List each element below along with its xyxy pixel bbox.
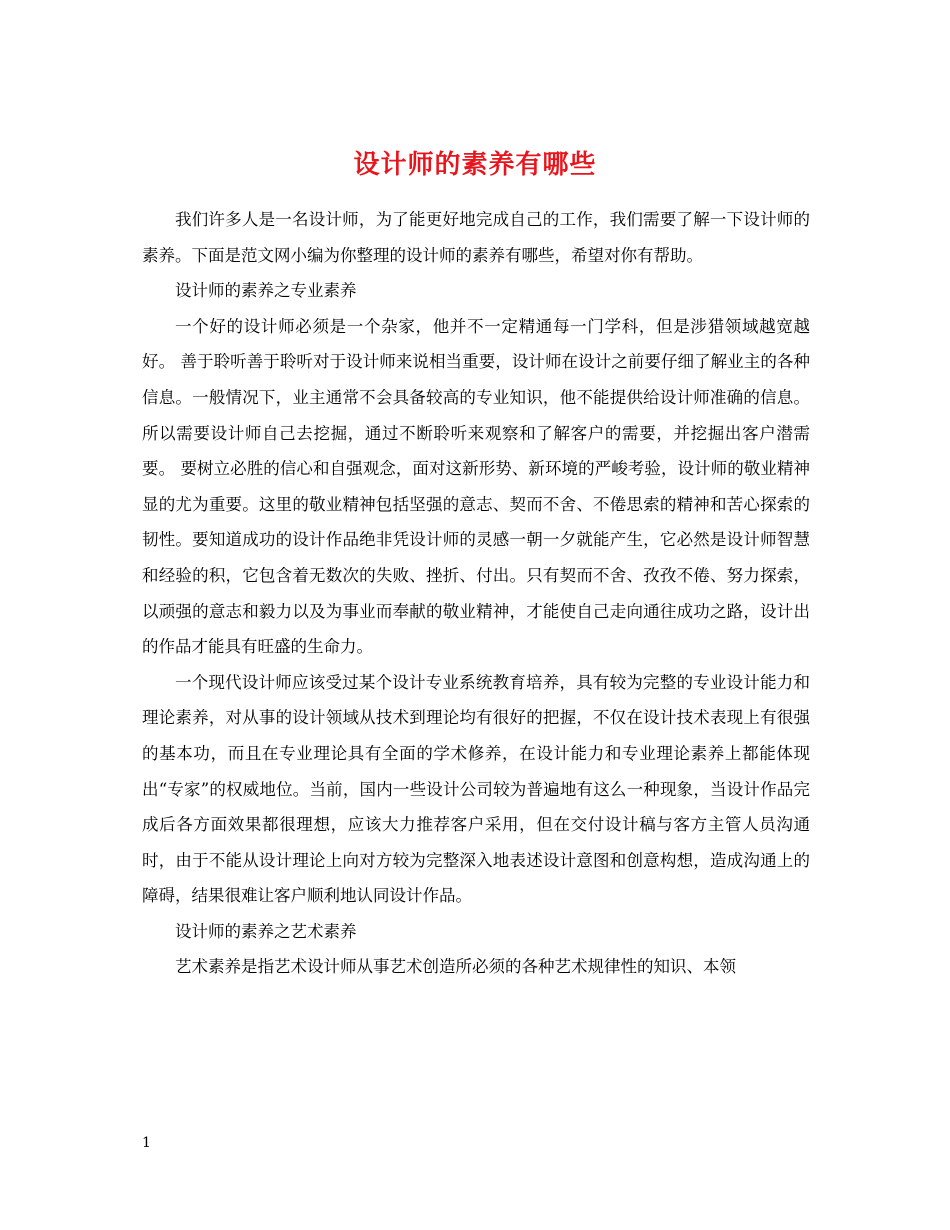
body-paragraph: 艺术素养是指艺术设计师从事艺术创造所必须的各种艺术规律性的知识、本领 (175, 957, 736, 977)
document-body (142, 202, 810, 985)
section-heading-professional: 设计师的素养之专业素养 (175, 281, 357, 301)
page-number: 1 (142, 1135, 151, 1151)
section-heading-art: 设计师的素养之艺术素养 (175, 921, 357, 941)
document-title: 设计师的素养有哪些 (353, 150, 597, 181)
body-paragraph: 一个好的设计师必须是一个杂家，他并不一定精通每一门学科，但是涉猎领域越宽越好。 善于聆听善于聆听对于设计师来说相当重要，设计师在设计之前要仔细了解业主的各种信息。一般情况下，业主通常不会具备较高的专业知识，他不能提供给设计师准确的信息。所以需要设计师自己去挖掘，通过不断聆听来观察和了解客户的需要，并挖掘出客户潜需要。 要树立必胜的信心和自强观念，面对这新形势、新环境的严峻考验，设计师的敬业精神显的尤为重要。这里的敬业精神包括坚强的意志、契而不舍、不倦思索的精神和苦心探索的韧性。要知道成功的设计作品绝非凭设计师的灵感一朝一夕就能产生，它必然是设计师智慧和经验的积，它包含着无数次的失败、挫折、付出。只有契而不舍、孜孜不倦、努力探索，以顽强的意志和毅力以及为事业而奉献的敬业精神，才能使自己走向通往成功之路，设计出的作品才能具有旺盛的生命力。 (142, 316, 810, 657)
intro-paragraph: 我们许多人是一名设计师，为了能更好地完成自己的工作，我们需要了解一下设计师的素养。下面是范文网小编为你整理的设计师的素养有哪些，希望对你有帮助。 (142, 210, 810, 265)
body-paragraph: 一个现代设计师应该受过某个设计专业系统教育培养，具有较为完整的专业设计能力和理论素养，对从事的设计领域从技术到理论均有很好的把握，不仅在设计技术表现上有很强的基本功，而且在专业理论具有全面的学术修养，在设计能力和专业理论素养上都能体现出“专家”的权威地位。当前，国内一些设计公司较为普遍地有这么一种现象，当设计作品完成后各方面效果都很理想，应该大力推荐客户采用，但在交付设计稿与客方主管人员沟通时，由于不能从设计理论上向对方较为完整深入地表述设计意图和创意构想，造成沟通上的障碍，结果很难让客户顺利地认同设计作品。 (142, 672, 810, 906)
